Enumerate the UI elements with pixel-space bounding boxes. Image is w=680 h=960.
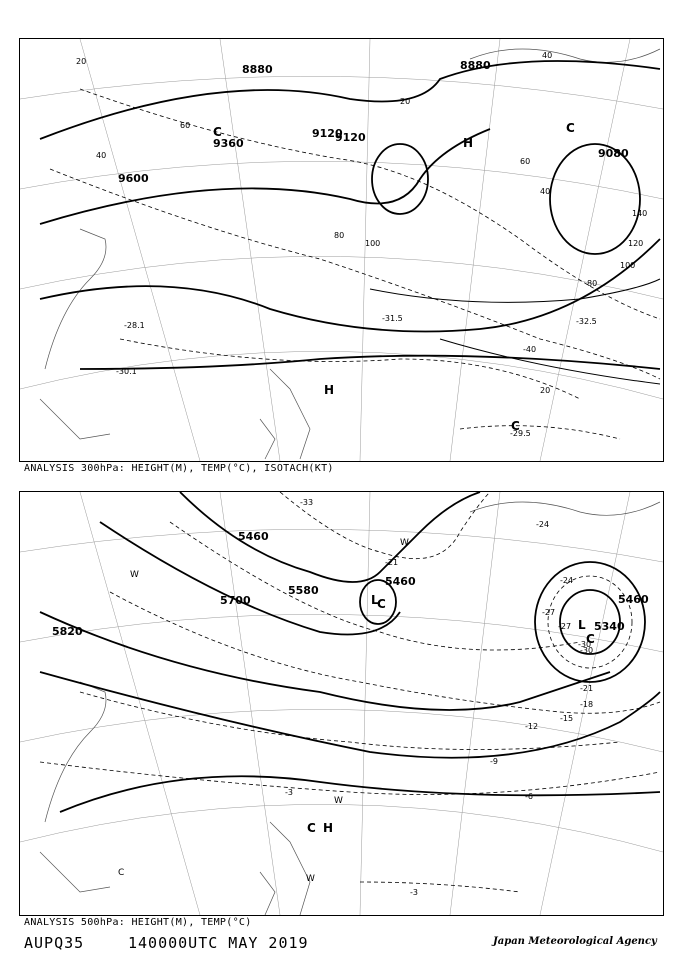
temp-label: -28.1 — [124, 321, 145, 330]
temp-label: -21 — [385, 558, 399, 567]
height-label: 5700 — [220, 594, 251, 607]
temp-label: -24 — [536, 520, 550, 529]
temp-label: -9 — [490, 757, 498, 766]
isotach-label: 80 — [587, 279, 598, 288]
temp-label: -15 — [560, 714, 574, 723]
warm-center-marker: W — [130, 570, 139, 580]
height-label: 9120 — [335, 131, 366, 144]
temp-label: -32.5 — [576, 317, 597, 326]
warm-center-marker: W — [306, 874, 315, 884]
isotach-label: 20 — [400, 97, 411, 106]
height-label: 5580 — [288, 584, 319, 597]
warm-center-marker: W — [334, 796, 343, 806]
temp-label: -30 — [578, 640, 592, 649]
map-panel-500hpa — [19, 491, 664, 916]
isotach-label: 60 — [180, 121, 191, 130]
isotach-label: 140 — [632, 209, 648, 218]
low-pressure-marker: L — [578, 618, 586, 632]
high-pressure-marker: H — [463, 136, 474, 150]
isotach-label: 40 — [96, 151, 107, 160]
temp-label: -18 — [580, 700, 594, 709]
temp-label: -29.5 — [510, 429, 531, 438]
isotach-label: 120 — [628, 239, 644, 248]
map-panel-300hpa — [19, 38, 664, 462]
agency-name: Japan Meteorological Agency — [493, 936, 657, 947]
isotach-label: 40 — [540, 187, 551, 196]
temp-label: -3 — [410, 888, 418, 897]
cold-center-marker: C — [118, 868, 125, 878]
temp-label: -27 — [542, 608, 556, 617]
isotach-label: 60 — [520, 157, 531, 166]
cold-center-marker: C — [586, 632, 595, 646]
isotach-label: 100 — [365, 239, 381, 248]
temp-label: -30 — [580, 646, 594, 655]
chart-id: AUPQ35 — [24, 934, 85, 952]
caption-300hpa: ANALYSIS 300hPa: HEIGHT(M), TEMP(°C), ISOTACH(KT) — [24, 463, 334, 474]
height-label: 5460 — [385, 575, 416, 588]
low-pressure-marker: L — [371, 593, 379, 607]
height-label: 5460 — [618, 593, 649, 606]
temp-label: -40 — [523, 345, 537, 354]
temp-label: -33 — [300, 498, 314, 507]
cold-center-marker: C — [213, 125, 222, 139]
valid-time: 140000UTC MAY 2019 — [128, 934, 309, 952]
height-label: 5820 — [52, 625, 83, 638]
height-label: 9120 — [312, 127, 343, 140]
isotach-label: 100 — [620, 261, 636, 270]
map-500hpa-drawing — [20, 492, 663, 915]
cold-center-marker: C — [566, 121, 575, 135]
caption-500hpa: ANALYSIS 500hPa: HEIGHT(M), TEMP(°C) — [24, 917, 252, 928]
temp-label: -24 — [560, 576, 574, 585]
temp-label: -30.1 — [116, 367, 137, 376]
isotach-label: 40 — [542, 51, 553, 60]
isotach-label: 20 — [540, 386, 551, 395]
isotach-label: 20 — [76, 57, 87, 66]
high-pressure-marker: H — [324, 383, 335, 397]
temp-label: -27 — [558, 622, 572, 631]
height-label: 5340 — [594, 620, 625, 633]
warm-center-marker: W — [400, 538, 409, 548]
height-label: 8880 — [242, 63, 273, 76]
cold-center-marker: C — [377, 597, 386, 611]
height-label: 9600 — [118, 172, 149, 185]
temp-label: -31.5 — [382, 314, 403, 323]
map-300hpa-drawing — [20, 39, 663, 461]
temp-label: -21 — [580, 684, 594, 693]
isotach-label: 80 — [334, 231, 345, 240]
height-label: 5460 — [238, 530, 269, 543]
height-label: 8880 — [460, 59, 491, 72]
temp-label: -12 — [525, 722, 539, 731]
height-label: 9360 — [213, 137, 244, 150]
height-label: 9080 — [598, 147, 629, 160]
temp-label: -6 — [525, 792, 533, 801]
cold-center-marker: C — [511, 419, 520, 433]
temp-label: -3 — [285, 788, 293, 797]
cold-center-marker: C — [307, 821, 316, 835]
high-pressure-marker: H — [323, 821, 334, 835]
